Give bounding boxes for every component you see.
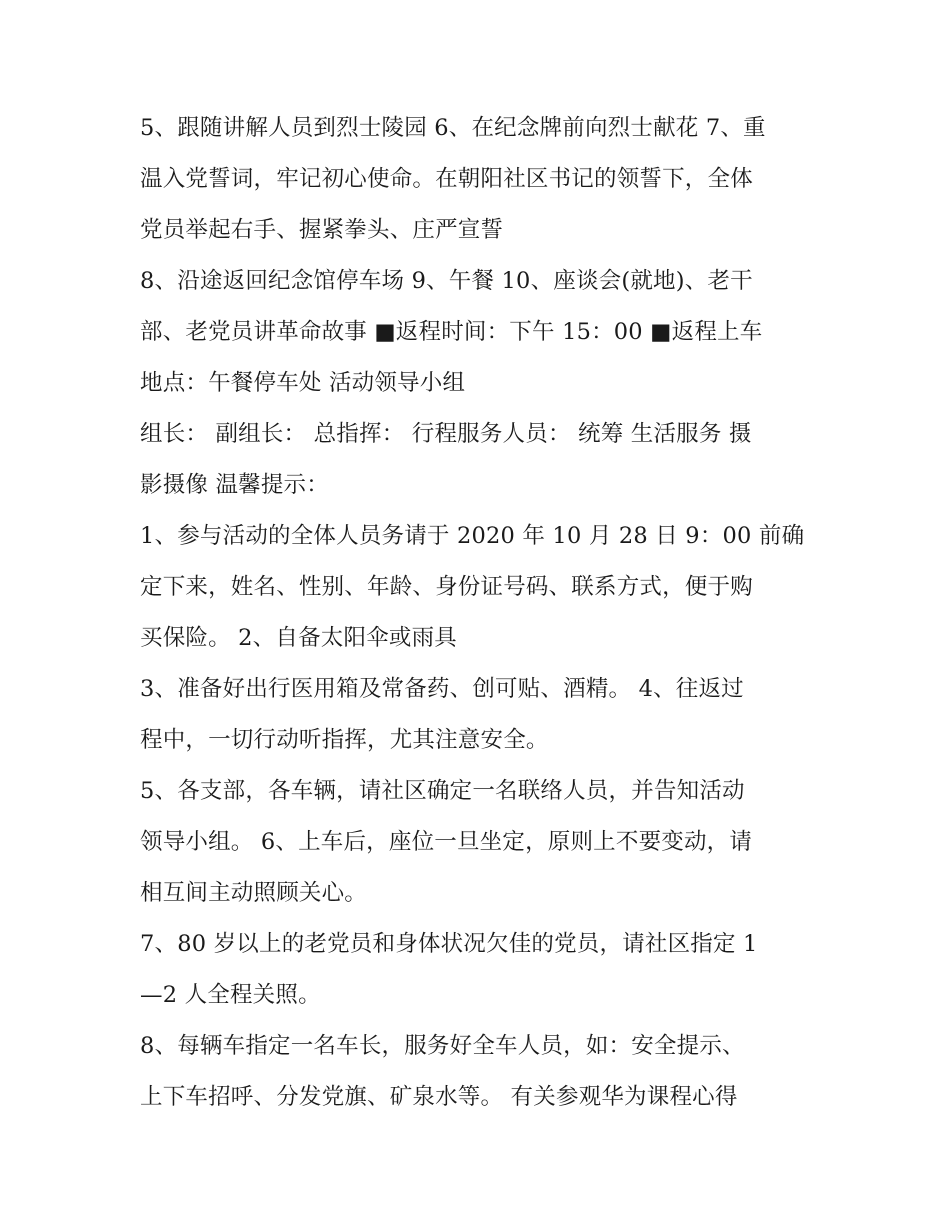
document-body: [140, 103, 830, 1123]
text-line: 相互间主动照顾关心。: [140, 880, 368, 906]
text-line: 部、老党员讲革命故事 ■返程时间：下午 15：00 ■返程上车: [140, 319, 763, 345]
text-line: 1、参与活动的全体人员务请于 2020 年 10 月 28 日 9：00 前确: [140, 523, 805, 549]
text-line: 组长： 副组长： 总指挥： 行程服务人员： 统筹 生活服务 摄: [140, 421, 752, 447]
text-line: 买保险。 2、自备太阳伞或雨具: [140, 625, 457, 651]
text-line: 地点：午餐停车处 活动领导小组: [140, 370, 466, 396]
text-line: 定下来，姓名、性别、年龄、身份证号码、联系方式，便于购: [140, 574, 753, 600]
text-line: 8、沿途返回纪念馆停车场 9、午餐 10、座谈会(就地)、老干: [140, 268, 753, 294]
text-line: 5、跟随讲解人员到烈士陵园 6、在纪念牌前向烈士献花 7、重: [140, 115, 766, 141]
text-line: 温入党誓词，牢记初心使命。在朝阳社区书记的领誓下，全体: [140, 166, 753, 192]
text-line: 党员举起右手、握紧拳头、庄严宣誓: [140, 217, 504, 243]
text-line: 3、准备好出行医用箱及常备药、创可贴、酒精。 4、往返过: [140, 676, 744, 702]
text-line: 影摄像 温馨提示：: [140, 472, 329, 498]
text-line: —2 人全程关照。: [140, 982, 321, 1008]
text-line: 5、各支部，各车辆，请社区确定一名联络人员，并告知活动: [140, 778, 745, 804]
text-line: 领导小组。 6、上车后，座位一旦坐定，原则上不要变动，请: [140, 829, 753, 855]
text-line: 7、80 岁以上的老党员和身体状况欠佳的党员，请社区指定 1: [140, 931, 758, 957]
text-line: 上下车招呼、分发党旗、矿泉水等。 有关参观华为课程心得: [140, 1084, 738, 1110]
text-line: 程中，一切行动听指挥，尤其注意安全。: [140, 727, 549, 753]
text-line: 8、每辆车指定一名车长，服务好全车人员，如：安全提示、: [140, 1033, 745, 1059]
